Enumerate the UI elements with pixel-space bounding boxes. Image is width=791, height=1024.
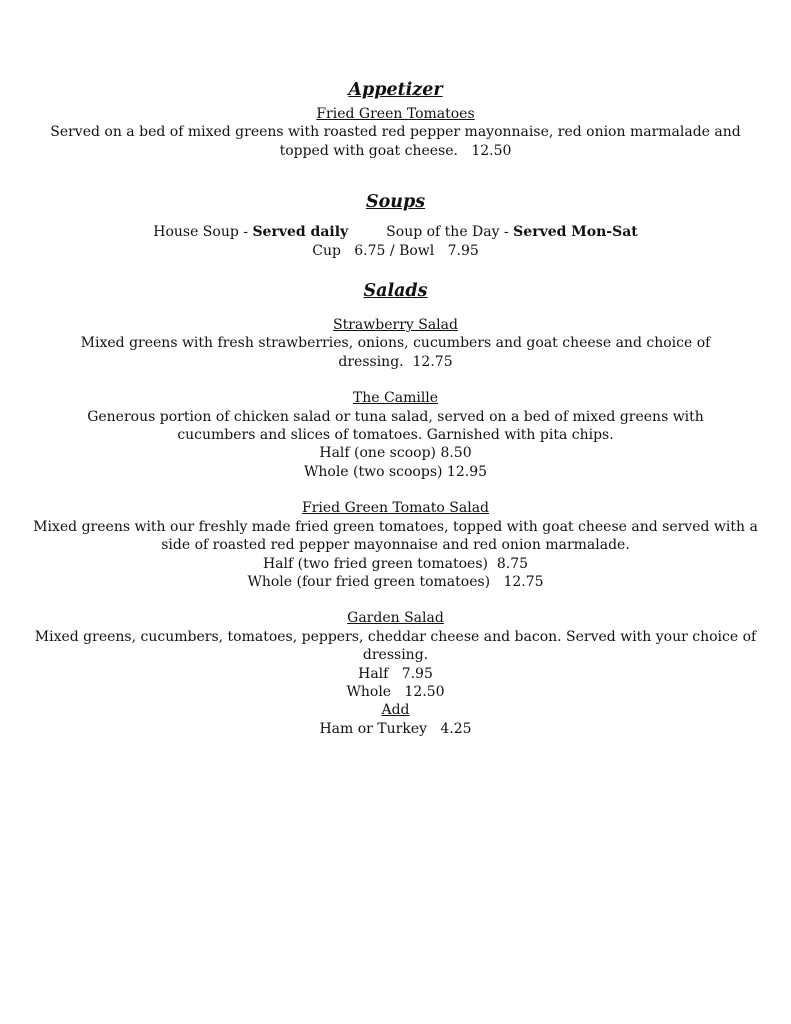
item-name: Garden Salad [347,610,444,627]
item-option: Half 7.95 [358,665,433,682]
menu-item [30,316,761,371]
item-description: Mixed greens with our freshly made fried green tomatoes, topped with goat cheese and served with a side of roasted red pepper mayonnaise and red onion marmalade. [33,518,758,554]
addon-item: Ham or Turkey 4.25 [319,720,472,737]
appetizer-section [30,78,761,160]
soup-of-day-note: Served Mon-Sat [513,224,638,241]
menu-item [30,389,761,481]
menu-item [30,105,761,160]
item-description: Mixed greens with fresh strawberries, onions, cucumbers and goat cheese and choice of dressing. 12.75 [80,335,711,370]
house-soup-note: Served daily [252,224,349,241]
item-name: The Camille [352,390,439,407]
addon-label: Add [381,702,410,719]
item-price: 12.75 [412,353,453,370]
menu-item [30,609,761,738]
item-description: Generous portion of chicken salad or tuna salad, served on a bed of mixed greens with cucumbers and slices of tomatoes. Garnished with pita chips. [87,408,704,444]
item-option: Whole 12.50 [346,683,445,700]
item-price: 12.50 [471,142,512,159]
soups-title: Soups [365,192,426,213]
appetizer-title: Appetizer [348,80,443,100]
salads-title: Salads [363,281,428,302]
house-soup-label: House Soup - [153,224,253,241]
item-name: Fried Green Tomato Salad [301,500,490,517]
item-description: Served on a bed of mixed greens with roasted red pepper mayonnaise, red onion marmalade and topped with goat cheese. 12.50 [50,124,741,159]
item-description: Mixed greens, cucumbers, tomatoes, peppers, cheddar cheese and bacon. Served with your choice of dressing. [34,628,757,664]
soups-section [30,190,761,260]
item-name: Strawberry Salad [333,317,458,334]
soup-of-day-label: Soup of the Day - [386,224,514,241]
soup-options [30,223,761,241]
menu-item [30,499,761,591]
item-option: Whole (two scoops) 12.95 [303,463,488,480]
soup-prices: Cup 6.75 / Bowl 7.95 [312,242,479,259]
item-option: Half (one scoop) 8.50 [319,445,472,462]
item-option: Half (two fried green tomatoes) 8.75 [262,555,529,572]
salads-section [30,279,761,738]
item-name: Fried Green Tomatoes [316,106,475,122]
item-option: Whole (four fried green tomatoes) 12.75 [247,573,544,590]
menu-page [30,78,761,738]
